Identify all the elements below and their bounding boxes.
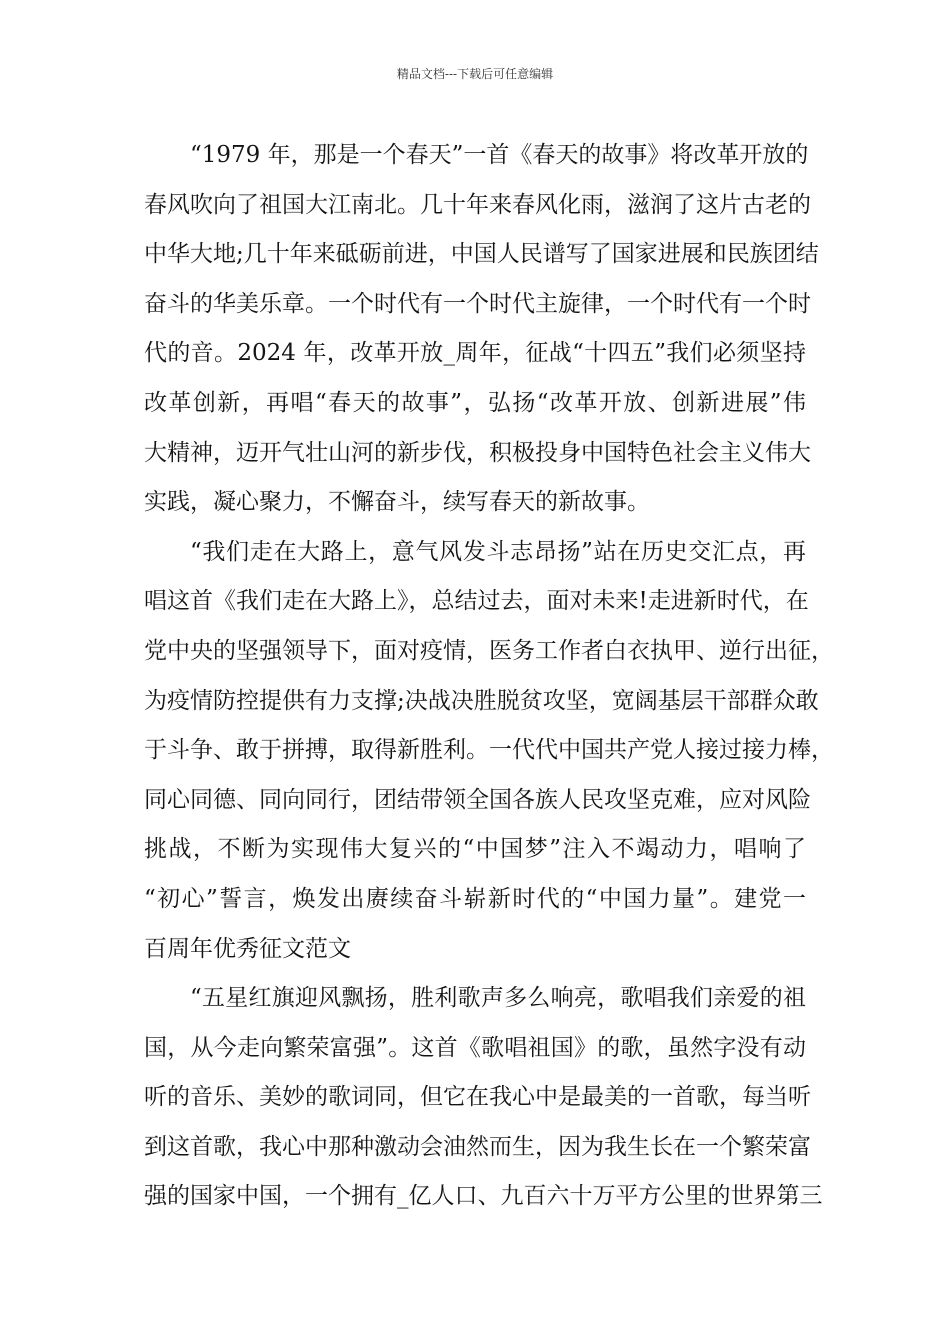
paragraph-3 — [144, 974, 823, 1222]
text-line: 国，从今走向繁荣富强”。这首《歌唱祖国》的歌，虽然字没有动 — [144, 1034, 806, 1061]
paragraph-2 — [144, 528, 834, 974]
text-line: 到这首歌，我心中那种激动会油然而生，因为我生长在一个繁荣富 — [144, 1133, 811, 1160]
paragraph-1 — [144, 131, 819, 528]
text-line: “1979 年，那是一个春天”一首《春天的故事》将改革开放的 — [190, 142, 809, 168]
text-line: 同心同德、同向同行，团结带领全国各族人民攻坚克难，应对风险 — [144, 786, 811, 813]
text-line: 听的音乐、美妙的歌词同，但它在我心中是最美的一首歌，每当听 — [144, 1084, 811, 1111]
text-line: 于斗争、敢于拼搏，取得新胜利。一代代中国共产党人接过接力棒， — [144, 737, 834, 764]
text-line: 中华大地;几十年来砥砺前进，中国人民谱写了国家进展和民族团结 — [144, 241, 819, 268]
text-line: 为疫情防控提供有力支撑;决战决胜脱贫攻坚，宽阔基层干部群众敢 — [144, 687, 819, 714]
page-header: 精品文档---下载后可任意编辑 — [396, 67, 554, 81]
text-line: 挑战，不断为实现伟大复兴的“中国梦”注入不竭动力，唱响了 — [144, 836, 806, 863]
text-line: 代的音。2024 年，改革开放_周年，征战“十四五”我们必须坚持 — [144, 340, 806, 367]
text-line: 百周年优秀征文范文 — [144, 935, 351, 962]
text-line: “初心”誓言，焕发出赓续奋斗崭新时代的“中国力量”。建党一 — [144, 885, 806, 912]
text-line: “五星红旗迎风飘扬，胜利歌声多么响亮，歌唱我们亲爱的祖 — [190, 985, 806, 1012]
text-line: 改革创新，再唱“春天的故事”，弘扬“改革开放、创新进展”伟 — [144, 389, 806, 416]
text-line: 春风吹向了祖国大江南北。几十年来春风化雨，滋润了这片古老的 — [144, 191, 811, 218]
text-line: 强的国家中国，一个拥有_亿人口、九百六十万平方公里的世界第三 — [144, 1183, 823, 1210]
text-line: 大精神，迈开气壮山河的新步伐，积极投身中国特色社会主义伟大 — [144, 439, 811, 466]
text-line: 唱这首《我们走在大路上》，总结过去，面对未来!走进新时代，在 — [144, 588, 809, 615]
text-line: 奋斗的华美乐章。一个时代有一个时代主旋律，一个时代有一个时 — [144, 290, 811, 317]
text-line: “我们走在大路上，意气风发斗志昂扬”站在历史交汇点，再 — [190, 538, 806, 565]
text-line: 党中央的坚强领导下，面对疫情，医务工作者白衣执甲、逆行出征， — [144, 637, 834, 664]
text-line: 实践，凝心聚力，不懈奋斗，续写春天的新故事。 — [144, 489, 650, 516]
document-body — [144, 131, 834, 1222]
